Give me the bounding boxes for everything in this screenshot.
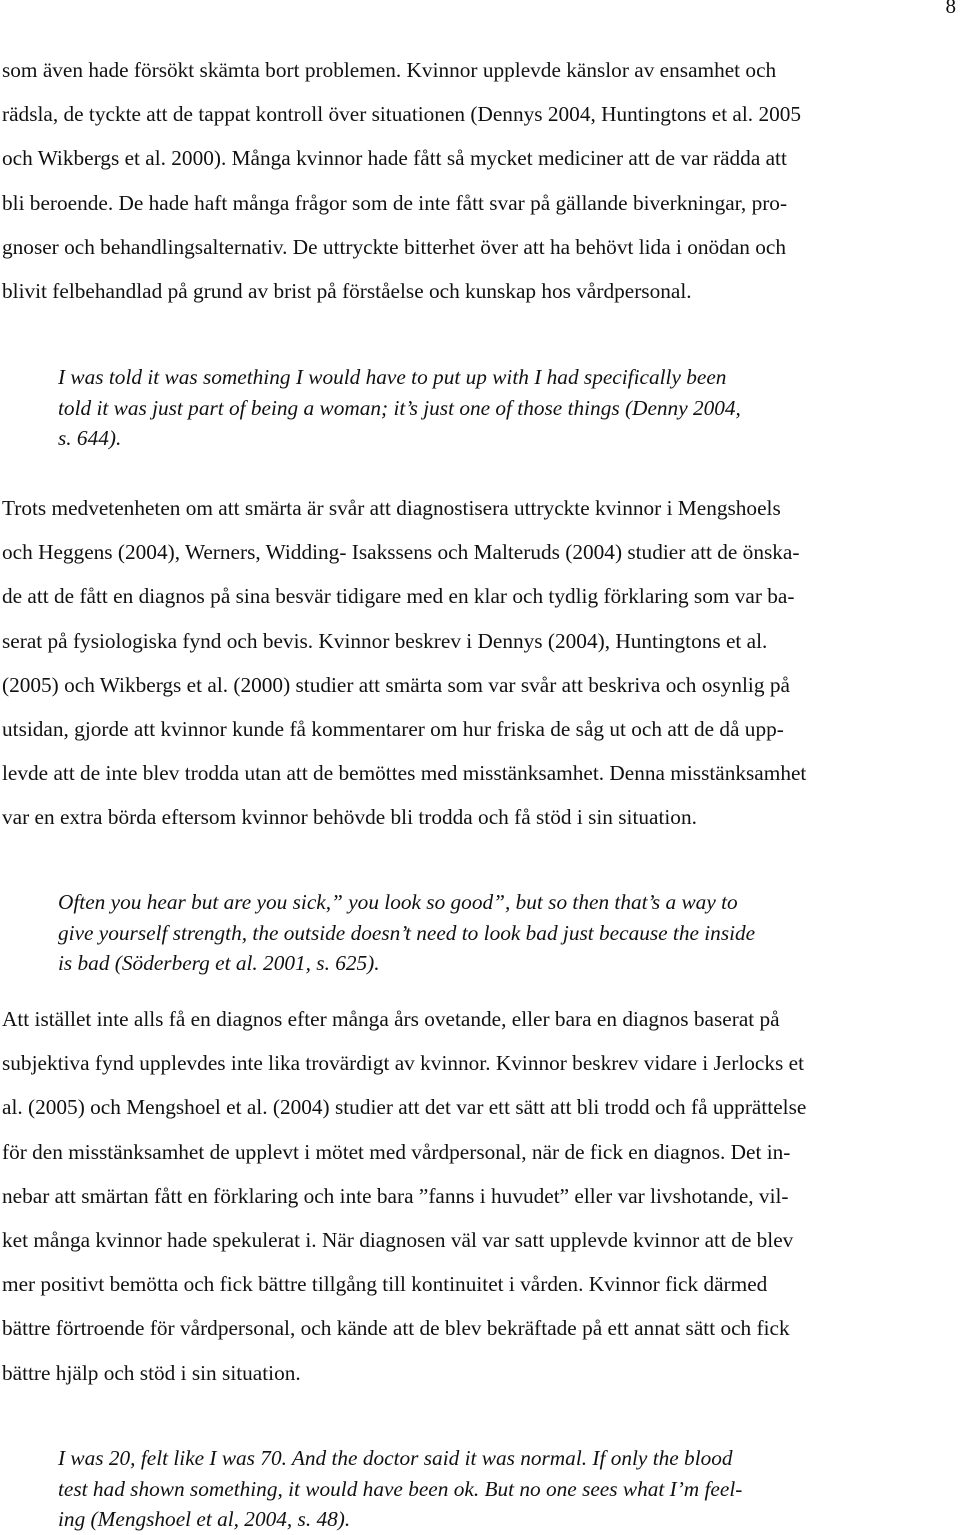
block-quote-1: I was told it was something I would have to put up with I had specifically been told it was just part of being a woman; it’s just one of those things (Denny 2004, s. 644). <box>58 365 741 450</box>
block-quote-3: I was 20, felt like I was 70. And the doctor said it was normal. If only the blood test had shown something, it would have been ok. But no one sees what I’m feel- ing (Mengshoel et al, 2004, s. 48). <box>58 1446 743 1531</box>
page-number: 8 <box>945 0 956 18</box>
body-paragraph-1: som även hade försökt skämta bort problemen. Kvinnor upplevde känslor av ensamhet och rädsla, de tyckte att de tappat kontroll över situationen (Dennys 2004, Huntingtons et al. 2005 och Wikbergs et al. 2000). Många kvinnor hade fått så mycket mediciner att de var rädda att bli beroende. De hade haft många frågor som de inte fått svar på gällande biverkningar, pro- gnoser och behandlingsalternativ. De uttryckte bitterhet över att ha behövt lida i onödan och blivit felbehandlad på grund av brist på förståelse och kunskap hos vårdpersonal. <box>2 58 802 304</box>
body-paragraph-3: Att istället inte alls få en diagnos efter många års ovetande, eller bara en diagnos baserat på subjektiva fynd upplevdes inte lika trovärdigt av kvinnor. Kvinnor beskrev vidare i Jerlocks et al. (2005) och Mengshoel et al. (2004) studier att det var ett sätt att bli trodd och få upprättelse för den misstänksamhet de upplevt i mötet med vårdpersonal, när de fick en diagnos. Det in- nebar att smärtan fått en förklaring och inte bara ”fanns i huvudet” eller var livshotande, vil- ket många kvinnor hade spekulerat i. När diagnosen väl var satt upplevde kvinnor att de blev mer positivt bemötta och fick bättre tillgång till kontinuitet i vården. Kvinnor fick därmed bättre förtroende för vårdpersonal, och kände att de blev bekräftade på ett annat sätt och fick bättre hjälp och stöd i sin situation. <box>2 1007 807 1385</box>
block-quote-2: Often you hear but are you sick,” you look so good”, but so then that’s a way to give yourself strength, the outside doesn’t need to look bad just because the inside is bad (Söderberg et al. 2001, s. 625). <box>58 890 756 975</box>
body-paragraph-2: Trots medvetenheten om att smärta är svår att diagnostisera uttryckte kvinnor i Mengshoels och Heggens (2004), Werners, Widding- Isakssens och Malteruds (2004) studier att de önska- de att de fått en diagnos på sina besvär tidigare med en klar och tydlig förklaring som var ba- serat på fysiologiska fynd och bevis. Kvinnor beskrev i Dennys (2004), Huntingtons et al. (2005) och Wikbergs et al. (2000) studier att smärta som var svår att beskriva och osynlig på utsidan, gjorde att kvinnor kunde få kommentarer om hur friska de såg ut och att de då upp- levde att de inte blev trodda utan att de bemöttes med misstänksamhet. Denna misstänksamhet var en extra börda eftersom kvinnor behövde bli trodda och få stöd i sin situation. <box>2 496 807 830</box>
